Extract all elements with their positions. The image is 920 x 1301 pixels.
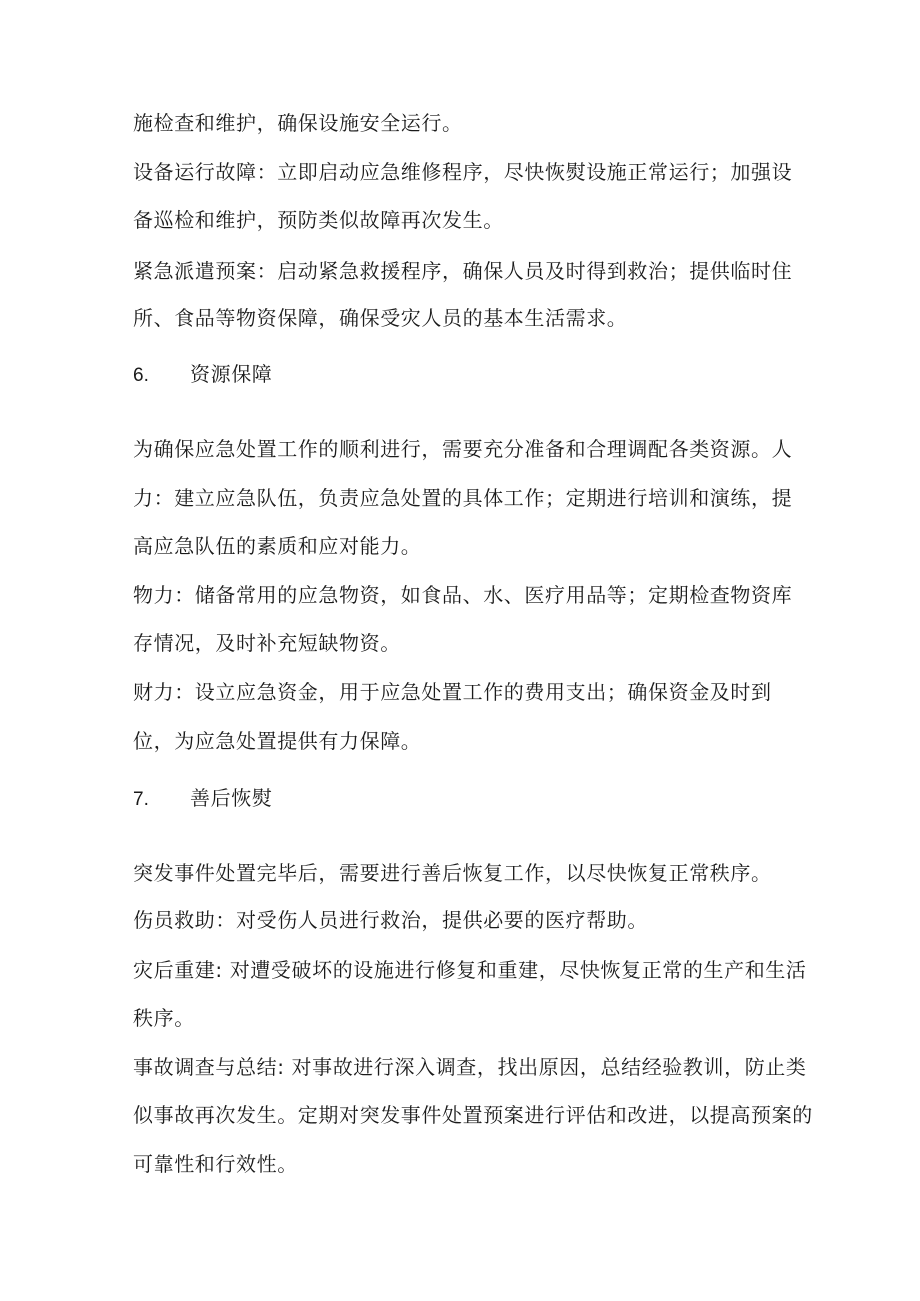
paragraph-line: 为确保应急处置工作的顺利进行，需要充分准备和合理调配各类资源。人 bbox=[133, 437, 793, 461]
paragraph-line: 伤员救助：对受伤人员进行救治，提供必要的医疗帮助。 bbox=[133, 908, 648, 932]
paragraph-line: 所、食品等物资保障，确保受灾人员的基本生活需求。 bbox=[133, 306, 628, 330]
paragraph-line: 财力：设立应急资金，用于应急处置工作的费用支出；确保资金及时到 bbox=[133, 680, 772, 704]
paragraph-line: 力：建立应急队伍，负责应急处置的具体工作；定期进行培训和演练，提 bbox=[133, 486, 793, 510]
paragraph-line: 事故调查与总结: 对事故进行深入调查，找出原因，总结经验教训，防止类 bbox=[133, 1055, 807, 1079]
paragraph-line: 存情况，及时补充短缺物资。 bbox=[133, 631, 401, 655]
paragraph-line: 施检查和维护，确保设施安全运行。 bbox=[133, 111, 463, 135]
paragraph-line: 高应急队伍的素质和应对能力。 bbox=[133, 534, 422, 558]
section-number: 7. bbox=[133, 789, 149, 810]
paragraph-line: 位，为应急处置提供有力保障。 bbox=[133, 729, 422, 753]
paragraph-line: 可靠性和行效性。 bbox=[133, 1152, 298, 1176]
section-heading-6 bbox=[133, 359, 272, 389]
paragraph-line: 灾后重建: 对遭受破坏的设施进行修复和重建，尽快恢复正常的生产和生活 bbox=[133, 958, 807, 982]
section-title: 资源保障 bbox=[190, 362, 273, 386]
paragraph-line: 物力：储备常用的应急物资，如食品、水、医疗用品等；定期检查物资库 bbox=[133, 583, 793, 607]
section-title: 善后恢熨 bbox=[190, 786, 273, 810]
paragraph-line: 秩序。 bbox=[133, 1006, 195, 1030]
paragraph-line: 似事故再次发生。定期对突发事件处置预案进行评估和改进，以提高预案的 bbox=[133, 1103, 813, 1127]
section-heading-7 bbox=[133, 783, 272, 813]
paragraph-line: 突发事件处置完毕后，需要进行善后恢复工作，以尽快恢复正常秩序。 bbox=[133, 861, 772, 885]
paragraph-line: 设备运行故障：立即启动应急维修程序，尽快恢熨设施正常运行；加强设 bbox=[133, 160, 793, 184]
paragraph-line: 备巡检和维护，预防类似故障再次发生。 bbox=[133, 208, 504, 232]
paragraph-line: 紧急派遣预案：启动紧急救援程序，确保人员及时得到救治；提供临时住 bbox=[133, 259, 793, 283]
section-number: 6. bbox=[133, 365, 149, 386]
